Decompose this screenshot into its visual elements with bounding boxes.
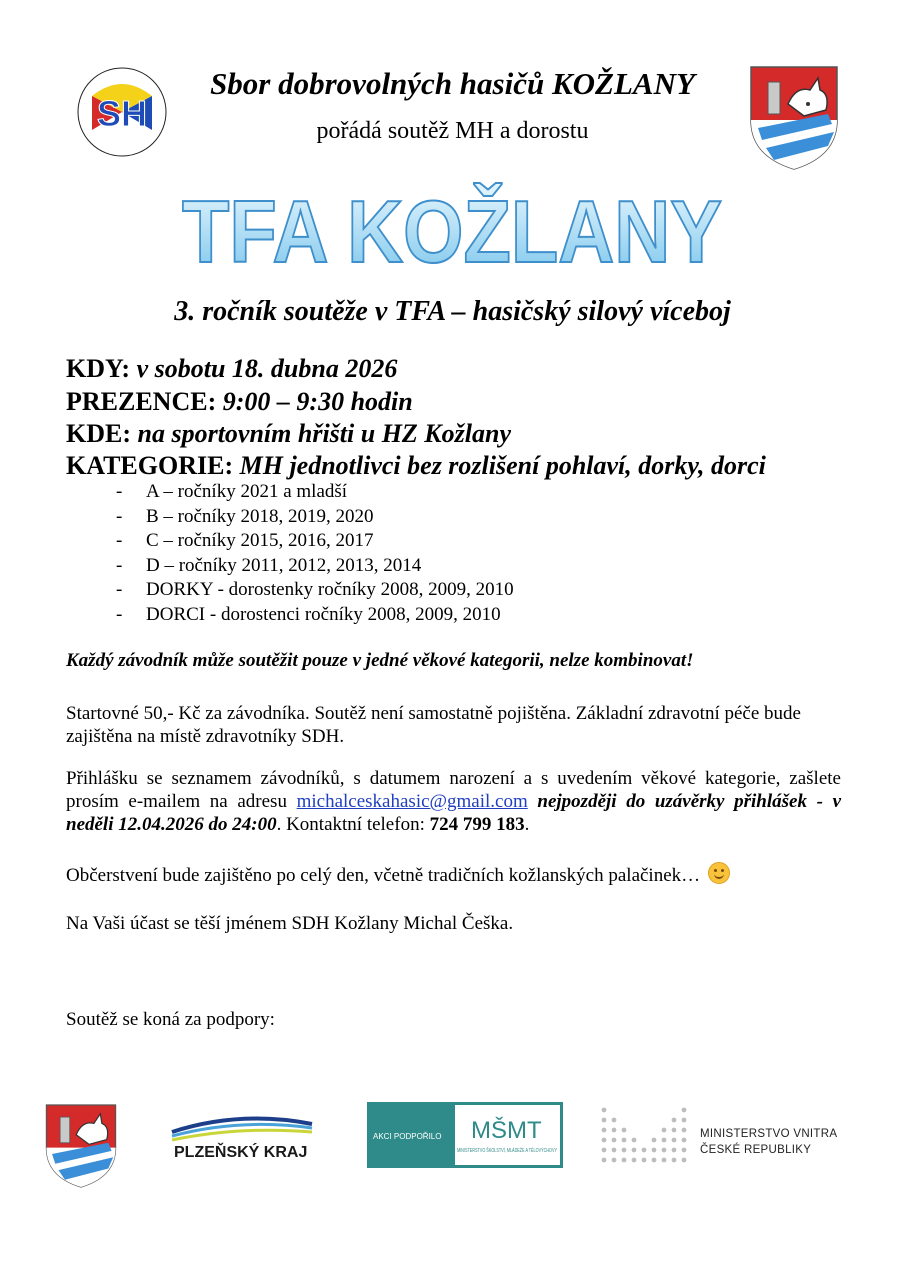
mv-cr-name	[700, 1126, 837, 1158]
email-link[interactable]: michalceskahasic@gmail.com	[296, 791, 528, 812]
sh-logo-letters: SH	[96, 93, 148, 134]
list-item: - C – ročníky 2015, 2016, 2017	[116, 529, 514, 554]
kdy-value: v sobotu 18. dubna 2026	[136, 354, 398, 383]
sponsors-intro: Soutěž se koná za podpory:	[66, 1009, 275, 1030]
refreshments-paragraph	[66, 862, 841, 887]
info-prezence	[66, 385, 413, 418]
category-list	[116, 480, 514, 627]
phone-number: 724 799 183	[429, 814, 525, 835]
category-notice: Každý závodník může soutěžit pouze v jedné věkové kategorii, nelze kombinovat!	[66, 650, 694, 671]
info-kde	[66, 417, 511, 450]
list-item: - DORKY - dorostenky ročníky 2008, 2009, 2010	[116, 578, 514, 603]
smile-emoji-icon	[708, 862, 730, 884]
kategorie-value: MH jednotlivci bez rozlišení pohlaví, dorky, dorci	[239, 451, 766, 480]
info-kategorie	[66, 449, 766, 482]
sentence-end: .	[524, 814, 530, 835]
deadline-text: nejpozději do uzávěrky přihlášek - v neděli 12.04.2026 do 24:00	[66, 791, 841, 835]
organizer-subtitle: pořádá soutěž MH a dorostu	[316, 118, 589, 144]
msmt-name: MINISTERSTVO ŠKOLSTVÍ, MLÁDEŽE A TĚLOVÝCHOVY	[457, 1148, 603, 1154]
mv-cr-logo-mark	[600, 1104, 690, 1168]
event-banner	[175, 176, 730, 281]
info-kdy	[66, 352, 397, 385]
fee-paragraph: Startovné 50,- Kč za závodníka. Soutěž není samostatně pojištěna. Základní zdravotní péče bude zajištěna na místě zdravotníky SDH.	[66, 703, 801, 747]
kozlany-crest-sponsor-logo	[44, 1102, 118, 1190]
organizer-title: Sbor dobrovolných hasičů KOŽLANY	[210, 66, 695, 101]
refreshments-text: Občerstvení bude zajištěno po celý den, včetně tradičních kožlanských palačinek…	[66, 865, 701, 886]
kategorie-label: KATEGORIE:	[66, 451, 234, 480]
msmt-mark: MŠMT	[471, 1117, 542, 1144]
msmt-logo	[367, 1102, 603, 1168]
plzensky-kraj-text: PLZEŇSKÝ KRAJ	[174, 1144, 308, 1161]
kde-value: na sportovním hřišti u HZ Kožlany	[137, 419, 511, 448]
mv-cr-line1: MINISTERSTVO VNITRA	[700, 1128, 838, 1140]
list-item: - A – ročníky 2021 a mladší	[116, 480, 514, 505]
registration-text: Přihlášku se seznamem závodníků, s datumem narození a s uvedením věkové kategorie, zašlete prosím e-mailem na adresu	[66, 768, 841, 812]
edition-title: 3. ročník soutěže v TFA – hasičský silový víceboj	[174, 296, 731, 327]
kde-label: KDE:	[66, 419, 131, 448]
kdy-label: KDY:	[66, 354, 131, 383]
closing-paragraph: Na Vaši účast se těší jménem SDH Kožlany Michal Češka.	[66, 913, 514, 934]
list-item: - B – ročníky 2018, 2019, 2020	[116, 505, 514, 530]
registration-paragraph	[66, 767, 841, 836]
mv-cr-line2: ČESKÉ REPUBLIKY	[700, 1144, 812, 1156]
prezence-value: 9:00 – 9:30 hodin	[222, 387, 413, 416]
list-item: - D – ročníky 2011, 2012, 2013, 2014	[116, 554, 514, 579]
phone-label: . Kontaktní telefon:	[276, 814, 430, 835]
prezence-label: PREZENCE:	[66, 387, 217, 416]
banner-text: TFA KOŽLANY	[182, 182, 722, 281]
plzensky-kraj-logo	[170, 1112, 315, 1162]
list-item: - DORCI - dorostenci ročníky 2008, 2009, 2010	[116, 603, 514, 628]
msmt-support-text: AKCI PODPOŘILO	[373, 1132, 442, 1141]
